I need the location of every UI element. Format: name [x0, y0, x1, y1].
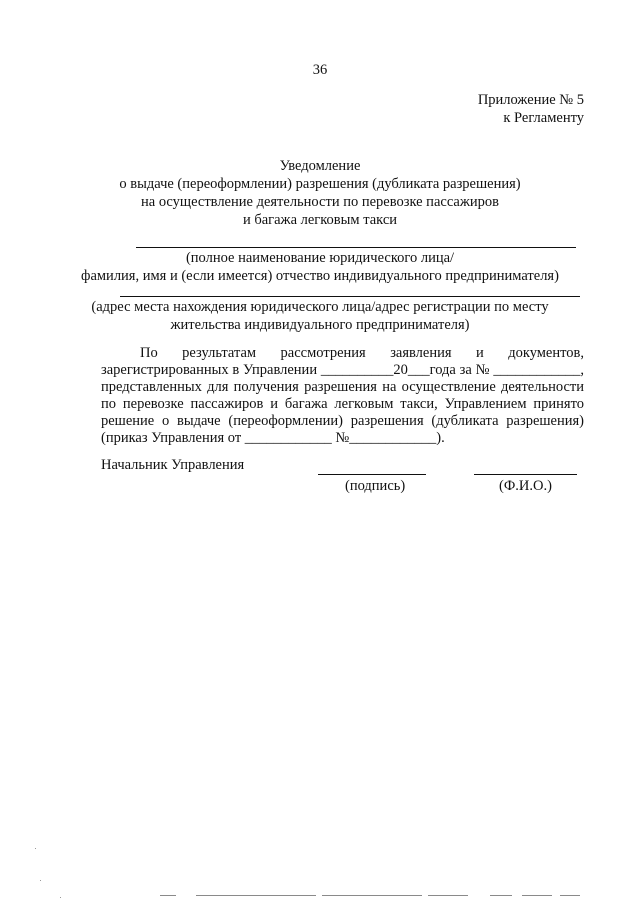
recipient-name-line	[136, 247, 576, 248]
body-line-1: По результатам рассмотрения заявления и документов,	[140, 345, 584, 361]
scan-mark	[160, 895, 176, 896]
signatory-role: Начальник Управления	[101, 457, 245, 473]
name-line	[474, 474, 577, 475]
recipient-address-caption-1: (адрес места нахождения юридического лица/адрес регистрации по месту	[91, 299, 549, 315]
body-line-2: зарегистрированных в Управлении __________20___года за № ____________,	[101, 362, 584, 378]
scan-mark	[490, 895, 512, 896]
page-number: 36	[312, 62, 328, 78]
appendix-regulation: к Регламенту	[503, 110, 584, 126]
recipient-name-caption-1: (полное наименование юридического лица/	[185, 250, 455, 266]
body-line-4: по перевозке пассажиров и багажа легковым такси, Управлением принято	[101, 396, 584, 412]
body-line-3: представленных для получения разрешения на осуществление деятельности	[101, 379, 584, 395]
appendix-label: Приложение № 5	[477, 92, 584, 108]
scan-mark	[322, 895, 422, 896]
title-line-3: на осуществление деятельности по перевозке пассажиров	[141, 194, 499, 210]
body-line-5: решение о выдаче (переоформлении) разрешения (дубликата разрешения)	[101, 413, 584, 429]
recipient-name-caption-2: фамилия, имя и (если имеется) отчество индивидуального предпринимателя)	[81, 268, 559, 284]
scan-mark	[522, 895, 552, 896]
title-line-2: о выдаче (переоформлении) разрешения (дубликата разрешения)	[119, 176, 521, 192]
recipient-address-caption-2: жительства индивидуального предпринимателя)	[170, 317, 470, 333]
scan-mark	[560, 895, 580, 896]
name-caption: (Ф.И.О.)	[499, 478, 552, 494]
scan-mark	[196, 895, 316, 896]
title-heading: Уведомление	[279, 158, 361, 174]
signature-line	[318, 474, 426, 475]
title-line-4: и багажа легковым такси	[242, 212, 398, 228]
scan-dot	[60, 897, 61, 898]
body-line-6: (приказ Управления от ____________ №____________).	[101, 430, 445, 446]
scan-dot	[40, 880, 41, 881]
scan-mark	[428, 895, 468, 896]
signature-caption: (подпись)	[345, 478, 406, 494]
recipient-address-line	[120, 296, 580, 297]
scan-dot	[35, 848, 36, 849]
